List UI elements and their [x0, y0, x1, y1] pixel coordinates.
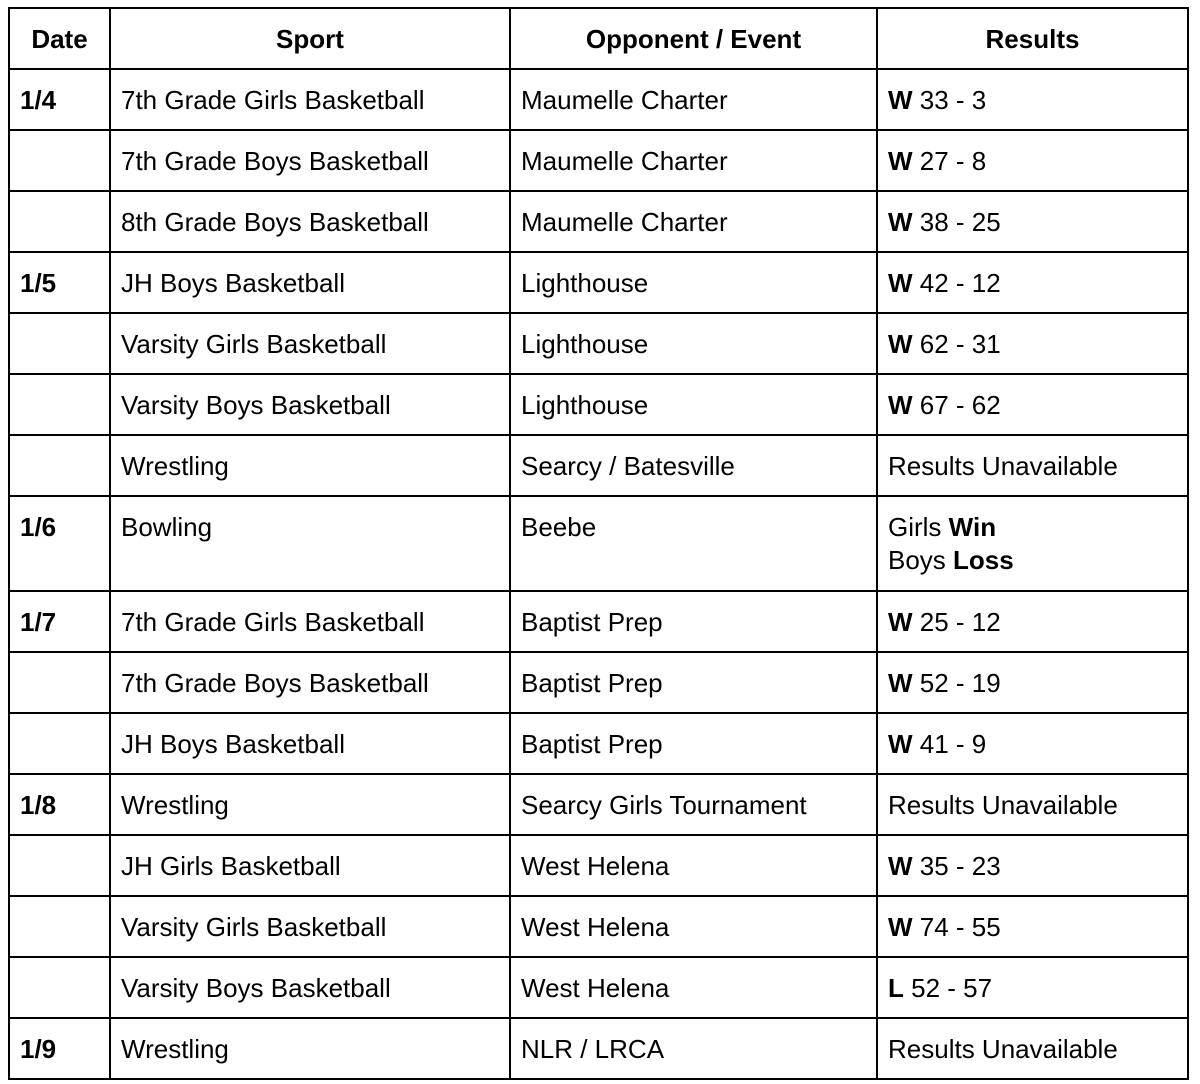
table-row: [9, 374, 1188, 435]
result-mark: W: [888, 851, 913, 881]
date-cell: 1/9: [9, 1018, 110, 1079]
date-cell: 1/7: [9, 591, 110, 652]
sport-cell: Wrestling: [110, 435, 510, 496]
opponent-cell: Beebe: [510, 496, 877, 591]
date-cell: [9, 191, 110, 252]
table-row: [9, 191, 1188, 252]
result-score: 27 - 8: [912, 146, 987, 176]
result-score: 74 - 55: [912, 912, 1001, 942]
sport-cell: Wrestling: [110, 774, 510, 835]
header-row: [9, 8, 1188, 69]
result-mark: W: [888, 85, 913, 115]
result-score: 62 - 31: [912, 329, 1001, 359]
sport-cell: Varsity Girls Basketball: [110, 896, 510, 957]
result-score: 42 - 12: [912, 268, 1001, 298]
result-line: [888, 511, 1177, 544]
date-cell: [9, 896, 110, 957]
table-row: [9, 957, 1188, 1018]
opponent-cell: West Helena: [510, 835, 877, 896]
result-line: [888, 544, 1177, 577]
result-cell: [877, 69, 1188, 130]
table-row: [9, 774, 1188, 835]
sport-cell: 7th Grade Boys Basketball: [110, 130, 510, 191]
results-table: [8, 7, 1189, 1080]
result-score: 41 - 9: [912, 729, 987, 759]
result-score: 25 - 12: [912, 607, 1001, 637]
sport-cell: 7th Grade Girls Basketball: [110, 591, 510, 652]
opponent-cell: Maumelle Charter: [510, 130, 877, 191]
date-cell: [9, 713, 110, 774]
result-cell: [877, 130, 1188, 191]
date-cell: [9, 957, 110, 1018]
opponent-cell: Lighthouse: [510, 374, 877, 435]
result-outcome: Loss: [953, 545, 1014, 575]
table-row: [9, 1018, 1188, 1079]
sport-cell: JH Boys Basketball: [110, 252, 510, 313]
opponent-cell: Baptist Prep: [510, 713, 877, 774]
sport-cell: 7th Grade Boys Basketball: [110, 652, 510, 713]
sport-cell: Wrestling: [110, 1018, 510, 1079]
result-cell: [877, 835, 1188, 896]
opponent-cell: West Helena: [510, 957, 877, 1018]
result-mark: W: [888, 390, 913, 420]
opponent-header: Opponent / Event: [510, 8, 877, 69]
date-cell: [9, 435, 110, 496]
result-mark: W: [888, 668, 913, 698]
opponent-cell: West Helena: [510, 896, 877, 957]
result-score: 52 - 57: [903, 973, 993, 1003]
date-cell: [9, 130, 110, 191]
date-cell: [9, 374, 110, 435]
result-score: 52 - 19: [912, 668, 1001, 698]
opponent-cell: Searcy Girls Tournament: [510, 774, 877, 835]
result-mark: W: [888, 912, 913, 942]
result-cell: [877, 591, 1188, 652]
opponent-cell: Lighthouse: [510, 252, 877, 313]
sport-cell: JH Girls Basketball: [110, 835, 510, 896]
table-row: [9, 69, 1188, 130]
sport-cell: Varsity Girls Basketball: [110, 313, 510, 374]
table-row: [9, 130, 1188, 191]
opponent-cell: Maumelle Charter: [510, 69, 877, 130]
result-score: 35 - 23: [912, 851, 1001, 881]
date-cell: [9, 652, 110, 713]
result-cell: [877, 374, 1188, 435]
sport-cell: JH Boys Basketball: [110, 713, 510, 774]
date-cell: 1/5: [9, 252, 110, 313]
opponent-cell: Baptist Prep: [510, 591, 877, 652]
result-cell: Results Unavailable: [877, 435, 1188, 496]
result-mark: W: [888, 207, 913, 237]
result-cell: [877, 713, 1188, 774]
opponent-cell: Maumelle Charter: [510, 191, 877, 252]
result-mark: W: [888, 268, 913, 298]
date-cell: [9, 835, 110, 896]
result-mark: L: [888, 973, 904, 1003]
table-row: [9, 252, 1188, 313]
result-cell: [877, 652, 1188, 713]
result-mark: W: [888, 146, 913, 176]
sport-cell: Bowling: [110, 496, 510, 591]
sport-cell: Varsity Boys Basketball: [110, 957, 510, 1018]
table-row: [9, 313, 1188, 374]
result-cell: [877, 252, 1188, 313]
sport-cell: Varsity Boys Basketball: [110, 374, 510, 435]
result-cell: [877, 313, 1188, 374]
sport-header: Sport: [110, 8, 510, 69]
opponent-cell: Searcy / Batesville: [510, 435, 877, 496]
opponent-cell: Baptist Prep: [510, 652, 877, 713]
results-header: Results: [877, 8, 1188, 69]
result-cell: [877, 496, 1188, 591]
table-row: [9, 896, 1188, 957]
table-row: [9, 713, 1188, 774]
table-row: [9, 435, 1188, 496]
result-label: Girls: [888, 512, 949, 542]
date-header: Date: [9, 8, 110, 69]
result-mark: W: [888, 329, 913, 359]
date-cell: 1/4: [9, 69, 110, 130]
sport-cell: 8th Grade Boys Basketball: [110, 191, 510, 252]
result-mark: W: [888, 729, 913, 759]
result-cell: [877, 896, 1188, 957]
table-row: [9, 591, 1188, 652]
date-cell: 1/8: [9, 774, 110, 835]
result-mark: W: [888, 607, 913, 637]
result-outcome: Win: [948, 512, 997, 542]
opponent-cell: NLR / LRCA: [510, 1018, 877, 1079]
result-score: 38 - 25: [912, 207, 1001, 237]
table-row: [9, 652, 1188, 713]
result-score: 67 - 62: [912, 390, 1001, 420]
result-label: Boys: [888, 545, 954, 575]
result-cell: [877, 191, 1188, 252]
date-cell: [9, 313, 110, 374]
result-score: 33 - 3: [912, 85, 987, 115]
table-row: [9, 496, 1188, 591]
date-cell: 1/6: [9, 496, 110, 591]
table-row: [9, 835, 1188, 896]
sport-cell: 7th Grade Girls Basketball: [110, 69, 510, 130]
result-cell: [877, 957, 1188, 1018]
result-cell: Results Unavailable: [877, 1018, 1188, 1079]
opponent-cell: Lighthouse: [510, 313, 877, 374]
result-cell: Results Unavailable: [877, 774, 1188, 835]
